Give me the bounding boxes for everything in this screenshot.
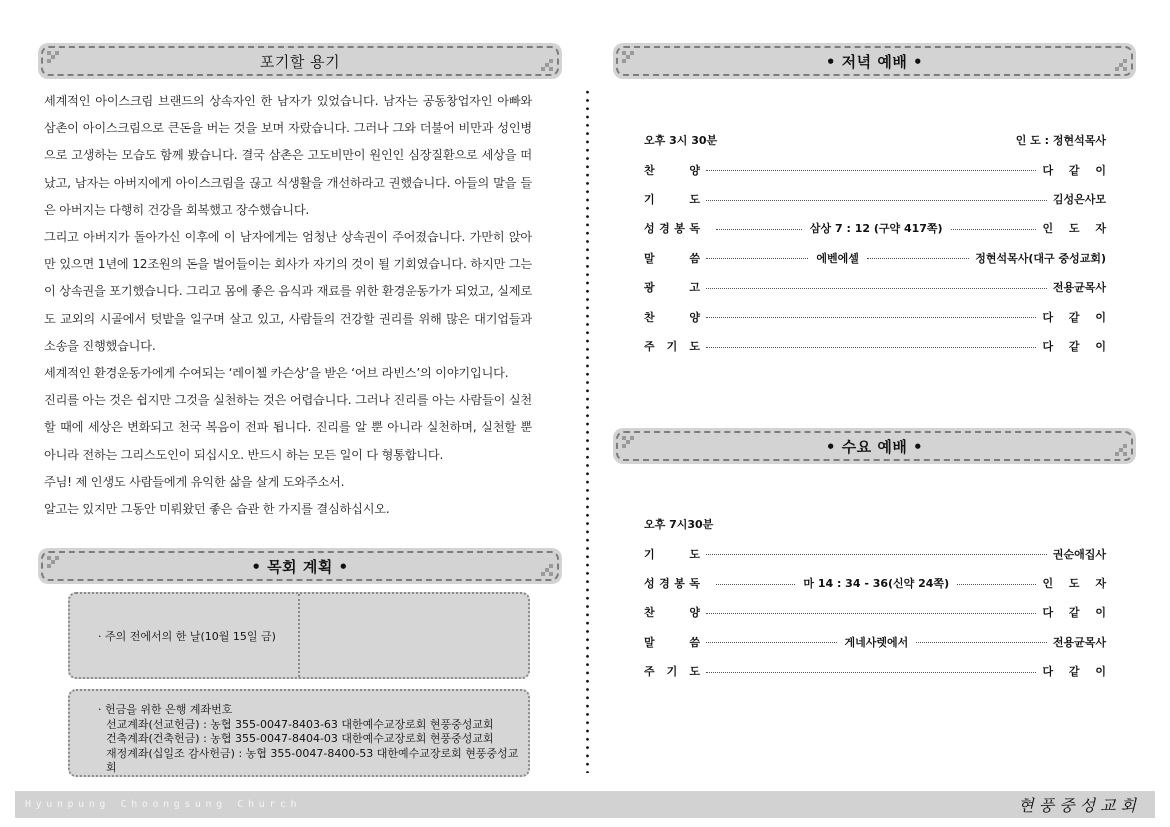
evening-order — [644, 131, 1113, 361]
wednesday-order — [644, 515, 1112, 686]
footer-bar — [15, 791, 1155, 818]
service-row: 기 도 권순애집사 — [644, 547, 1106, 561]
essay-paragraph: 세계적인 아이스크림 브랜드의 상속자인 한 남자가 있었습니다. 남자는 공동창업자인 아빠와 삼촌이 아이스크림으로 큰돈을 버는 것을 보며 자랐습니다. 그러나 그와 더불어 비만과 성인병으로 고생하는 모습도 함께 봤습니다. 결국 삼촌은 고도비만이 원인인 심장질환으로 세상을 떠났고, 남자는 아버지에게 아이스크림을 끊고 식생활을 개선하라고 권했습니다. 아들의 말을 들은 아버지는 다행히 건강을 회복했고 장수했습니다. — [44, 94, 532, 217]
bank-account-building: 건축계좌(건축헌금) : 농협 355-0047-8404-03 대한예수교장로회 현풍중성교회 — [106, 732, 494, 746]
service-row: 성 경 봉 독 삼상 7 : 12 (구약 417쪽) 인 도 자 — [644, 222, 1113, 236]
dotted-leader — [957, 584, 1036, 585]
service-row: 말 씀 에벤에셀 정현석목사(대구 중성교회) — [644, 251, 1107, 265]
essay-paragraph: 진리를 아는 것은 쉽지만 그것을 실천하는 것은 어렵습니다. 그러나 진리를 아는 사람들이 실천할 때에 세상은 변화되고 천국 복음이 전파 됩니다. 진리를 알 뿐 아니라 실천하며, 실천할 뿐 아니라 전하는 그리스도인이 되십시오. 반드시 하는 모든 일이 다 형통합니다. — [44, 393, 532, 462]
dotted-leader — [706, 258, 808, 259]
dotted-leader — [951, 229, 1037, 230]
bank-heading: · 헌금을 위한 은행 계좌번호 — [98, 703, 233, 716]
essay-title: 포기할 용기 — [259, 52, 341, 71]
corner-pattern-icon — [47, 51, 59, 63]
church-name-korean: 현풍중성교회 — [1018, 796, 1141, 815]
dotted-leader — [706, 288, 1047, 289]
evening-time: 오후 3시 30분 — [644, 134, 718, 147]
bank-account-mission: 선교계좌(선교헌금) : 농협 355-0047-8403-63 대한예수교장로회 현풍중성교회 — [106, 717, 494, 731]
essay-paragraph: 주님! 제 인생도 사람들에게 유익한 삶을 살게 도와주소서. — [44, 474, 345, 489]
corner-pattern-icon — [1115, 59, 1127, 71]
service-row: 찬 양 다 같 이 — [644, 163, 1112, 177]
service-row: 기 도 김성은사모 — [644, 193, 1106, 207]
dotted-leader — [706, 613, 1036, 614]
essay-title-bar — [38, 43, 562, 79]
service-row: 성 경 봉 독 마 14 : 34 - 36(신약 24쪽) 인 도 자 — [644, 577, 1112, 591]
dotted-leader — [706, 642, 837, 643]
service-row: 말 씀 게네사렛에서 전용균목사 — [644, 635, 1106, 649]
wednesday-time: 오후 7시30분 — [644, 518, 714, 531]
service-row: 찬 양 다 같 이 — [644, 606, 1112, 620]
service-row: 주 기 도 다 같 이 — [644, 665, 1112, 679]
corner-pattern-icon — [622, 51, 634, 63]
dotted-leader — [706, 317, 1036, 318]
corner-pattern-icon — [541, 59, 553, 71]
corner-pattern-icon — [541, 564, 553, 576]
dotted-leader — [916, 642, 1047, 643]
column-divider — [586, 88, 589, 773]
plan-title-bar — [38, 548, 562, 584]
dotted-leader — [867, 258, 969, 259]
essay-paragraph: 그리고 아버지가 돌아가신 이후에 이 남자에게는 엄청난 상속권이 주어졌습니다. 가만히 앉아만 있으면 1년에 12조원의 돈을 벌어들이는 회사가 자기의 것이 될 기회였습니다. 하지만 그는 이 상속권을 포기했습니다. 그리고 몸에 좋은 음식과 재료를 위한 환경운동가가 되었고, 실제로도 교외의 시골에서 텃밭을 일구며 살고 있고, 사람들의 건강할 권리를 위해 많은 대기업들과 소송을 진행했습니다. — [44, 230, 532, 353]
dotted-leader — [706, 170, 1036, 171]
dotted-leader — [716, 229, 802, 230]
service-row: 주 기 도 다 같 이 — [644, 340, 1112, 354]
plan-title: • 목회 계획 • — [251, 557, 349, 576]
essay-paragraph: 세계적인 환경운동가에게 수여되는 ‘레이첼 카슨상’을 받은 ‘어브 라빈스’의 이야기입니다. — [44, 366, 509, 381]
event-item-empty — [298, 594, 528, 677]
corner-pattern-icon — [1115, 444, 1127, 456]
evening-title-bar — [613, 43, 1136, 79]
evening-leader: 인 도 : 정현석목사 — [1015, 134, 1106, 147]
dotted-leader — [706, 200, 1047, 201]
wednesday-title-bar — [613, 428, 1136, 464]
event-box — [68, 592, 530, 679]
evening-title: • 저녁 예배 • — [825, 52, 924, 71]
dotted-leader — [706, 672, 1036, 673]
corner-pattern-icon — [622, 436, 634, 448]
dotted-leader — [706, 554, 1047, 555]
church-name-english: Hyunpung Choongsung Church — [25, 799, 302, 810]
service-row: 찬 양 다 같 이 — [644, 310, 1112, 324]
essay-body — [44, 88, 532, 523]
dotted-leader — [716, 584, 795, 585]
dotted-leader — [706, 347, 1036, 348]
bank-account-box — [68, 689, 530, 777]
wednesday-title: • 수요 예배 • — [825, 437, 924, 456]
bank-account-finance: 재정계좌(십일조 감사헌금) : 농협 355-0047-8400-53 대한예수교장로회 현풍중성교회 — [106, 746, 519, 775]
service-row: 광 고 전용균목사 — [644, 281, 1106, 295]
essay-paragraph: 알고는 있지만 그동안 미뤄왔던 좋은 습관 한 가지를 결심하십시오. — [44, 502, 390, 517]
event-item: · 주의 전에서의 한 날(10월 15일 금) — [98, 629, 276, 643]
corner-pattern-icon — [47, 556, 59, 568]
